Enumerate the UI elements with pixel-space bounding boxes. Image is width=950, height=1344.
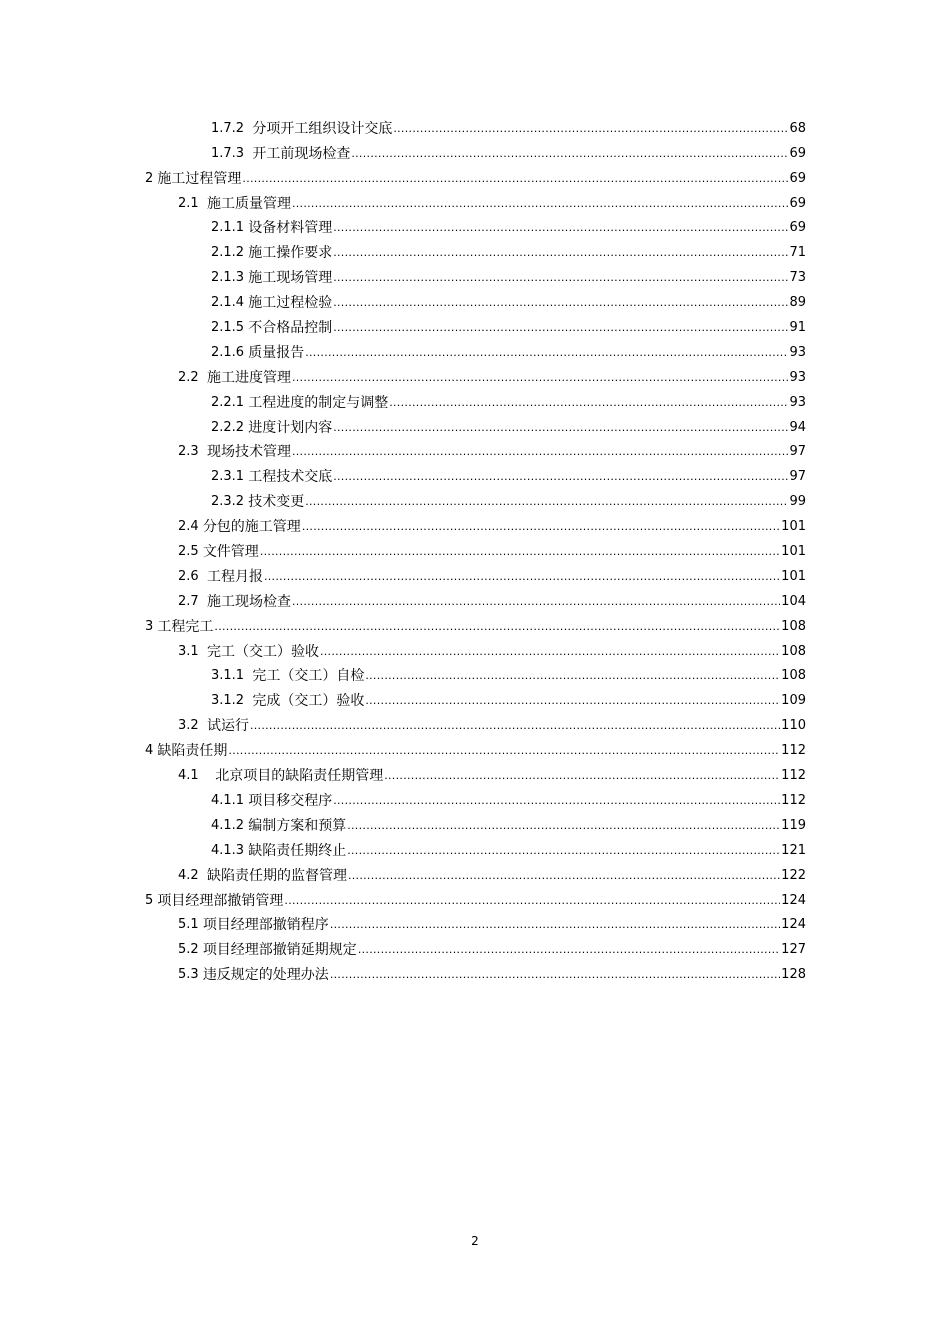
toc-entry-number: 5.3	[178, 967, 203, 983]
toc-entry-row	[178, 195, 806, 213]
toc-entry-number: 4.2	[178, 867, 207, 883]
toc-entry-title: 质量报告	[248, 344, 305, 361]
toc-entry-number: 4.1.3	[211, 842, 249, 858]
toc-entry-number: 5.2	[178, 942, 203, 958]
toc-entry-page: 112	[781, 743, 806, 759]
toc-entry-page: 128	[781, 967, 806, 983]
toc-entry-number: 3.1.2	[211, 693, 253, 709]
toc-entry[interactable]	[0, 265, 950, 290]
toc-entry-title: 现场技术管理	[206, 444, 291, 461]
toc-entry-title: 缺陷责任期	[157, 743, 228, 760]
toc-entry-number: 2.3.1	[211, 469, 249, 485]
toc-entry-page: 93	[789, 369, 806, 385]
toc-entry-row	[178, 518, 806, 536]
toc-entry[interactable]	[0, 116, 950, 141]
toc-entry[interactable]	[0, 937, 950, 962]
toc-dot-leader	[389, 394, 788, 412]
toc-entry-row	[211, 120, 806, 138]
toc-entry-number: 1.7.2	[211, 120, 253, 136]
toc-entry-row	[211, 692, 806, 710]
toc-entry-page: 69	[789, 170, 806, 186]
toc-entry-row	[178, 568, 806, 586]
toc-entry-number: 3.1	[178, 643, 207, 659]
toc-entry[interactable]	[0, 514, 950, 539]
toc-dot-leader	[305, 493, 788, 511]
toc-entry-title: 施工现场检查	[206, 593, 291, 610]
toc-entry-title: 完成（交工）验收	[252, 693, 365, 710]
toc-entry-number: 3.2	[178, 718, 207, 734]
toc-entry-title: 完工（交工）验收	[206, 643, 319, 660]
toc-entry-page: 124	[781, 892, 806, 908]
toc-entry-row	[211, 344, 806, 362]
toc-entry-row	[211, 792, 806, 810]
toc-entry[interactable]	[0, 415, 950, 440]
toc-entry-number: 4.1	[178, 768, 216, 784]
toc-entry-number: 2.1.1	[211, 220, 249, 236]
toc-dot-leader	[292, 369, 789, 387]
toc-entry-title: 项目经理部撤销管理	[157, 892, 284, 909]
toc-entry-row	[211, 294, 806, 312]
toc-entry-title: 缺陷责任期的监督管理	[206, 867, 347, 884]
toc-entry-number: 5.1	[178, 917, 203, 933]
toc-dot-leader	[333, 244, 788, 262]
toc-entry[interactable]	[0, 888, 950, 913]
toc-entry-number: 2.1.3	[211, 270, 249, 286]
toc-entry-title: 施工现场管理	[248, 270, 333, 287]
toc-entry[interactable]	[0, 489, 950, 514]
toc-dot-leader	[330, 966, 780, 984]
toc-entry-page: 112	[781, 792, 806, 808]
toc-entry[interactable]	[0, 166, 950, 191]
toc-entry-title: 施工质量管理	[206, 195, 291, 212]
toc-entry[interactable]	[0, 813, 950, 838]
toc-entry[interactable]	[0, 913, 950, 938]
toc-entry-row	[178, 941, 806, 959]
toc-entry[interactable]	[0, 340, 950, 365]
toc-dot-leader	[358, 941, 780, 959]
toc-entry-number: 2.1.5	[211, 320, 249, 336]
toc-entry-title: 工程进度的制定与调整	[248, 394, 389, 411]
toc-entry-page: 97	[789, 444, 806, 460]
toc-entry-number: 2.1.2	[211, 245, 249, 261]
toc-entry-row	[178, 543, 806, 561]
toc-dot-leader	[333, 269, 788, 287]
table-of-contents	[0, 116, 950, 987]
toc-dot-leader	[292, 195, 789, 213]
toc-entry-page: 99	[789, 494, 806, 510]
toc-entry[interactable]	[0, 664, 950, 689]
toc-entry-row	[211, 269, 806, 287]
toc-entry-page: 101	[781, 568, 806, 584]
toc-dot-leader	[365, 692, 780, 710]
toc-dot-leader	[292, 593, 780, 611]
toc-entry-row	[145, 618, 806, 636]
toc-entry-row	[178, 369, 806, 387]
toc-entry-row	[178, 717, 806, 735]
toc-dot-leader	[333, 419, 788, 437]
toc-entry-row	[145, 742, 806, 760]
toc-entry-title: 工程技术交底	[248, 469, 333, 486]
toc-entry[interactable]	[0, 290, 950, 315]
toc-entry-number: 1.7.3	[211, 145, 253, 161]
toc-entry-number: 3.1.1	[211, 668, 253, 684]
toc-entry[interactable]	[0, 365, 950, 390]
toc-entry-number: 2	[145, 170, 158, 186]
toc-entry-page: 121	[781, 842, 806, 858]
toc-entry[interactable]	[0, 464, 950, 489]
toc-entry[interactable]	[0, 639, 950, 664]
toc-entry-row	[211, 468, 806, 486]
toc-entry-number: 4.1.1	[211, 792, 249, 808]
toc-dot-leader	[333, 294, 788, 312]
toc-dot-leader	[305, 344, 788, 362]
toc-entry-number: 2.7	[178, 593, 207, 609]
toc-entry-title: 施工过程管理	[157, 170, 242, 187]
toc-entry-row	[178, 916, 806, 934]
toc-dot-leader	[348, 867, 780, 885]
toc-entry-title: 施工过程检验	[248, 295, 333, 312]
toc-entry[interactable]	[0, 863, 950, 888]
toc-entry-number: 2.5	[178, 544, 203, 560]
toc-entry-title: 编制方案和预算	[248, 817, 347, 834]
toc-entry-title: 工程月报	[206, 568, 263, 585]
toc-entry-number: 2.4	[178, 519, 203, 535]
toc-entry-page: 93	[789, 394, 806, 410]
toc-entry-title: 设备材料管理	[248, 220, 333, 237]
toc-entry-title: 北京项目的缺陷责任期管理	[215, 768, 384, 785]
toc-entry-number: 2.1	[178, 195, 207, 211]
toc-entry-page: 69	[789, 195, 806, 211]
toc-entry-number: 2.1.4	[211, 295, 249, 311]
toc-entry-page: 124	[781, 917, 806, 933]
toc-entry[interactable]	[0, 688, 950, 713]
toc-entry-number: 2.2	[178, 369, 207, 385]
toc-entry-title: 试运行	[206, 718, 249, 735]
toc-dot-leader	[347, 817, 780, 835]
toc-entry-row	[211, 419, 806, 437]
toc-dot-leader	[333, 319, 788, 337]
toc-entry-row	[211, 244, 806, 262]
toc-dot-leader	[260, 543, 780, 561]
toc-entry-title: 分包的施工管理	[202, 519, 301, 536]
toc-entry-title: 技术变更	[248, 494, 305, 511]
toc-entry[interactable]	[0, 614, 950, 639]
toc-dot-leader	[333, 468, 788, 486]
toc-entry-page: 89	[789, 295, 806, 311]
toc-entry-page: 109	[781, 693, 806, 709]
toc-entry-row	[178, 767, 806, 785]
toc-entry[interactable]	[0, 738, 950, 763]
toc-dot-leader	[228, 742, 780, 760]
toc-entry-row	[145, 170, 806, 188]
toc-dot-leader	[250, 717, 780, 735]
toc-entry-title: 完工（交工）自检	[252, 668, 365, 685]
toc-entry-row	[211, 817, 806, 835]
toc-entry-page: 91	[789, 320, 806, 336]
toc-entry-row	[211, 319, 806, 337]
toc-entry-title: 施工操作要求	[248, 245, 333, 262]
toc-entry-page: 119	[781, 817, 806, 833]
toc-entry-number: 2.2.2	[211, 419, 249, 435]
toc-entry[interactable]	[0, 240, 950, 265]
toc-entry-number: 2.6	[178, 568, 207, 584]
toc-entry[interactable]	[0, 216, 950, 241]
toc-dot-leader	[351, 145, 788, 163]
toc-dot-leader	[214, 618, 780, 636]
toc-entry[interactable]	[0, 962, 950, 987]
toc-entry-title: 违反规定的处理办法	[202, 967, 329, 984]
toc-entry[interactable]	[0, 763, 950, 788]
toc-entry-number: 2.3	[178, 444, 207, 460]
toc-entry-page: 93	[789, 344, 806, 360]
toc-entry-page: 108	[781, 618, 806, 634]
toc-dot-leader	[333, 792, 780, 810]
toc-dot-leader	[393, 120, 788, 138]
toc-entry-row	[178, 593, 806, 611]
toc-entry-row	[178, 443, 806, 461]
toc-entry-page: 101	[781, 519, 806, 535]
toc-entry[interactable]	[0, 315, 950, 340]
toc-entry-page: 101	[781, 544, 806, 560]
toc-dot-leader	[365, 667, 780, 685]
toc-entry-number: 4.1.2	[211, 817, 249, 833]
toc-dot-leader	[292, 443, 789, 461]
toc-dot-leader	[284, 892, 780, 910]
toc-entry-page: 108	[781, 643, 806, 659]
toc-entry-page: 69	[789, 220, 806, 236]
toc-dot-leader	[330, 916, 780, 934]
toc-entry-row	[211, 667, 806, 685]
toc-entry-page: 112	[781, 768, 806, 784]
toc-entry-row	[211, 842, 806, 860]
toc-entry-page: 69	[789, 145, 806, 161]
toc-entry-title: 分项开工组织设计交底	[252, 120, 393, 137]
toc-dot-leader	[333, 219, 788, 237]
toc-entry[interactable]	[0, 390, 950, 415]
toc-entry-row	[211, 219, 806, 237]
toc-entry-page: 122	[781, 867, 806, 883]
toc-entry[interactable]	[0, 141, 950, 166]
toc-entry-title: 工程完工	[157, 618, 214, 635]
toc-entry-row	[211, 493, 806, 511]
toc-entry-page: 127	[781, 942, 806, 958]
toc-entry-page: 71	[789, 245, 806, 261]
toc-dot-leader	[302, 518, 780, 536]
toc-entry-title: 施工进度管理	[206, 369, 291, 386]
toc-entry-title: 不合格品控制	[248, 320, 333, 337]
toc-entry-page: 104	[781, 593, 806, 609]
toc-entry-title: 文件管理	[202, 544, 259, 561]
toc-entry-title: 缺陷责任期终止	[248, 842, 347, 859]
toc-entry-title: 项目经理部撤销延期规定	[202, 942, 357, 959]
toc-entry[interactable]	[0, 589, 950, 614]
toc-entry-row	[178, 867, 806, 885]
toc-entry-page: 110	[781, 718, 806, 734]
toc-entry[interactable]	[0, 788, 950, 813]
toc-entry-page: 94	[789, 419, 806, 435]
toc-entry-page: 73	[789, 270, 806, 286]
toc-entry-number: 2.3.2	[211, 494, 249, 510]
toc-entry-number: 2.2.1	[211, 394, 249, 410]
toc-entry-page: 108	[781, 668, 806, 684]
toc-entry-number: 5	[145, 892, 158, 908]
toc-entry-title: 进度计划内容	[248, 419, 333, 436]
toc-entry-row	[178, 966, 806, 984]
toc-entry-page: 68	[789, 120, 806, 136]
toc-dot-leader	[384, 767, 780, 785]
toc-entry-row	[178, 643, 806, 661]
toc-entry-number: 2.1.6	[211, 344, 249, 360]
toc-entry-row	[211, 145, 806, 163]
toc-entry-number: 3	[145, 618, 158, 634]
toc-entry[interactable]	[0, 713, 950, 738]
toc-entry[interactable]	[0, 440, 950, 465]
toc-entry[interactable]	[0, 838, 950, 863]
page-number: 2	[471, 1234, 479, 1248]
toc-dot-leader	[347, 842, 780, 860]
toc-entry[interactable]	[0, 191, 950, 216]
toc-entry[interactable]	[0, 564, 950, 589]
toc-entry-page: 97	[789, 469, 806, 485]
toc-entry-title: 开工前现场检查	[252, 145, 351, 162]
toc-entry[interactable]	[0, 539, 950, 564]
toc-entry-title: 项目移交程序	[248, 792, 333, 809]
toc-dot-leader	[242, 170, 788, 188]
toc-entry-row	[211, 394, 806, 412]
toc-entry-number: 4	[145, 743, 158, 759]
toc-dot-leader	[264, 568, 780, 586]
toc-dot-leader	[320, 643, 780, 661]
toc-entry-title: 项目经理部撤销程序	[202, 917, 329, 934]
toc-entry-row	[145, 892, 806, 910]
